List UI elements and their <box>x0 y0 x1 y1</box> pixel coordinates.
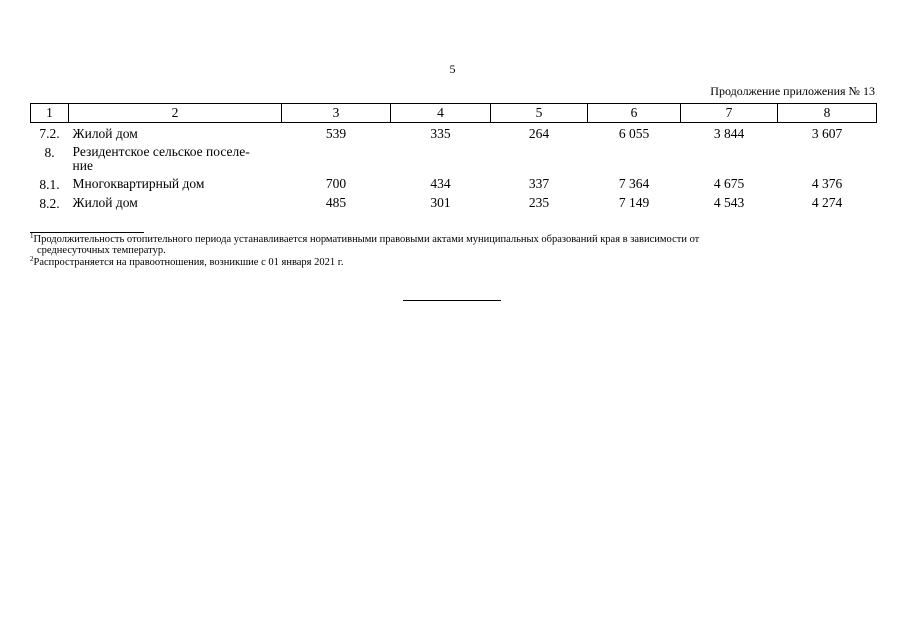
footnote-1 <box>30 234 876 256</box>
cell-col-4: 434 <box>430 176 451 191</box>
cell-col-5: 264 <box>528 126 550 141</box>
cell-col-4 <box>391 143 491 175</box>
row-number: 8.1. <box>39 177 60 192</box>
row-number: 7.2. <box>39 126 60 141</box>
footnote-separator <box>30 232 144 233</box>
header-cell-7: 7 <box>681 104 778 123</box>
row-name-line-2: ние <box>72 158 93 173</box>
row-name-line-1: Резидентское сельское поселе- <box>72 144 250 159</box>
footnote-2-marker: 2 <box>30 255 34 263</box>
cell-col-3: 700 <box>325 176 347 191</box>
cell-col-8: 4 274 <box>811 195 843 210</box>
tariff-table <box>30 103 877 213</box>
cell-col-5: 337 <box>528 176 550 191</box>
cell-col-3: 485 <box>325 195 347 210</box>
cell-col-3: 539 <box>325 126 347 141</box>
cell-col-5 <box>491 143 588 175</box>
cell-col-6 <box>588 143 681 175</box>
table-row <box>31 123 877 144</box>
footnotes <box>30 234 876 269</box>
continuation-label: Продолжение приложения № 13 <box>710 84 875 98</box>
header-cell-5: 5 <box>491 104 588 123</box>
cell-col-6: 7 149 <box>618 195 650 210</box>
header-cell-6: 6 <box>588 104 681 123</box>
cell-col-4: 335 <box>430 126 451 141</box>
closing-rule <box>403 300 501 301</box>
cell-col-7 <box>681 143 778 175</box>
row-number: 8.2. <box>39 196 60 211</box>
header-cell-8: 8 <box>778 104 877 123</box>
cell-col-6: 7 364 <box>618 176 650 191</box>
table-row <box>31 194 877 213</box>
footnote-2-text: Распространяется на правоотношения, возникшие с 01 января 2021 г. <box>33 257 344 268</box>
row-name: Многоквартирный дом <box>72 176 205 191</box>
header-cell-4: 4 <box>391 104 491 123</box>
cell-col-8: 3 607 <box>811 126 843 141</box>
cell-col-7: 4 675 <box>713 176 745 191</box>
cell-col-7: 4 543 <box>713 195 745 210</box>
cell-col-8 <box>778 143 877 175</box>
header-cell-1: 1 <box>31 104 69 123</box>
cell-col-7: 3 844 <box>713 126 745 141</box>
row-name: Жилой дом <box>72 126 138 141</box>
page-number: 5 <box>449 62 456 76</box>
table-row <box>31 143 877 175</box>
header-cell-2: 2 <box>69 104 282 123</box>
row-number: 8. <box>44 145 55 160</box>
header-cell-3: 3 <box>282 104 391 123</box>
cell-col-8: 4 376 <box>811 176 843 191</box>
footnote-1-line-2: среднесуточных температур. <box>37 245 166 256</box>
cell-col-5: 235 <box>528 195 550 210</box>
header-row <box>31 104 877 123</box>
footnote-1-text: Продолжительность отопительного периода устанавливается нормативными правовыми актами муниципальных образований края в зависимости от <box>33 234 700 245</box>
row-name <box>69 143 282 175</box>
cell-col-3 <box>282 143 391 175</box>
footnote-2 <box>30 257 876 268</box>
row-name: Жилой дом <box>72 195 138 210</box>
footnote-1-marker: 1 <box>30 232 34 240</box>
table-row <box>31 175 877 194</box>
cell-col-6: 6 055 <box>618 126 650 141</box>
footnote-1-line-1 <box>30 234 876 245</box>
cell-col-4: 301 <box>430 195 451 210</box>
